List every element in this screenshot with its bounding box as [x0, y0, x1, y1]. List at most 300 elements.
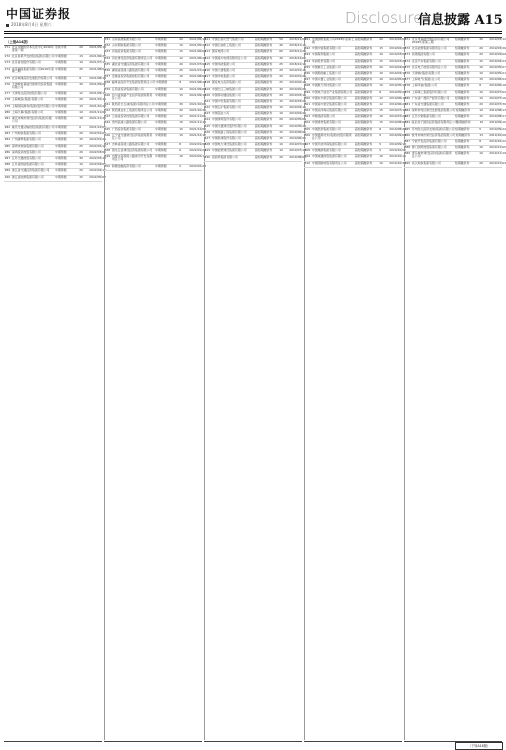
maturity-date: 2021/06/09	[189, 49, 206, 54]
issuer-name: 广东省交通集团有限公司	[411, 101, 444, 106]
maturity-date: 2021/09/02	[89, 81, 106, 86]
listing-content	[4, 37, 506, 742]
section-name-english: Disclosure	[345, 9, 423, 27]
issue-amount: 12	[79, 91, 83, 96]
maturity-date: 2019/07/16	[489, 95, 506, 100]
bond-category: 超短期融资券	[254, 142, 273, 147]
table-row	[304, 160, 406, 168]
issuer-name: 云南省投资控股集团有限公司	[111, 114, 150, 119]
issuer-name: 北京城建投资发展股份有限公司	[11, 75, 53, 80]
row-number: 279	[4, 103, 11, 108]
issue-amount: 15	[179, 49, 183, 54]
maturity-date: 2019/05/09	[289, 117, 306, 122]
issue-amount: 20	[79, 149, 83, 154]
bond-category: 短期融资券	[454, 151, 470, 156]
issue-amount: 8	[379, 89, 382, 94]
column-rows	[404, 37, 506, 168]
issuer-name: 中国石油天然气集团公司	[211, 37, 244, 41]
bond-category: 中期票据	[154, 120, 167, 125]
issue-amount: 20	[379, 64, 383, 69]
issue-amount: 25	[79, 66, 83, 71]
issuer-name: 中国华能集团公司	[211, 61, 235, 66]
bond-category: 中期票据	[155, 101, 167, 106]
bond-category: 超短期融资券	[254, 154, 273, 159]
bond-category: 超短期融资券	[354, 142, 373, 146]
bond-category: 中期票据	[154, 108, 167, 113]
bond-category: 短期融资券	[454, 101, 470, 106]
issue-amount: 5	[379, 142, 382, 146]
row-number: 424	[204, 117, 211, 122]
issuer-name: 中国铁建股份有限公司	[211, 136, 241, 140]
maturity-date: 2019/06/12	[389, 95, 406, 100]
issuer-name: 中国建筑股份有限公司	[211, 117, 241, 122]
maturity-date: 2019/12/03	[489, 160, 506, 165]
row-number: 509	[304, 154, 311, 159]
issuer-name: 重庆市城市建设投资(集团)有限公司	[11, 115, 52, 123]
row-number: 584	[404, 120, 411, 125]
issuer-name: 中国保利集团公司	[311, 52, 335, 57]
issuer-name: 中国旅游集团有限公司	[311, 148, 341, 153]
row-number: 506	[304, 132, 311, 137]
issue-amount: 20	[279, 67, 283, 72]
issue-amount: 20	[279, 74, 283, 79]
issue-amount: 10	[179, 132, 183, 137]
maturity-date: 2021/11/06	[89, 109, 106, 114]
bond-category: 短期融资券	[454, 83, 470, 88]
row-number: 417	[204, 74, 211, 79]
issuer-name: 苏州创元投资发展(集团)有限公司	[411, 126, 455, 131]
bond-category: 中期票据	[154, 126, 167, 131]
bond-category: 超短期融资券	[354, 83, 373, 88]
bond-category: 永续中票	[54, 45, 67, 49]
row-number: 273	[4, 60, 11, 65]
issuer-name: 中国交通建设股份有限公司	[211, 123, 247, 128]
bond-category: 超短期融资券	[254, 117, 273, 122]
bond-category: 超短期融资券	[254, 37, 273, 41]
maturity-date: 2019/03/26	[489, 46, 506, 51]
issue-amount: 10	[479, 89, 483, 94]
issuer-name: 北京市基础设施投资有限公司2018年度第三期	[411, 37, 450, 44]
row-number: 575	[404, 64, 411, 69]
bond-category: 超短期融资券	[354, 120, 373, 125]
issuer-name: 中国铁路工程集团有限公司	[211, 129, 247, 134]
bond-category: 超短期融资券	[354, 52, 373, 57]
issuer-name: 黑龙江省建设投资集团有限公司	[111, 148, 153, 153]
maturity-date: 2019/05/29	[389, 89, 406, 94]
continued-from-label: （上接A14版）	[4, 38, 102, 46]
maturity-date: 2022/03/01	[89, 149, 106, 154]
table-row	[104, 163, 206, 171]
issue-amount: 12	[179, 114, 183, 119]
row-number: 275	[4, 75, 11, 80]
issuer-name: 天津港(集团)有限公司	[411, 70, 441, 75]
issue-amount: 25	[279, 61, 283, 66]
maturity-date: 2019/02/28	[289, 86, 306, 91]
issue-amount: 25	[179, 67, 183, 72]
issuer-name: 中国兵器工业集团公司	[311, 77, 341, 82]
bond-category: 超短期融资券	[254, 74, 273, 79]
issue-amount: 10	[479, 70, 483, 75]
maturity-date: 2019/04/25	[289, 111, 306, 116]
row-number: 336	[104, 67, 111, 72]
bond-category: 短期融资券	[454, 89, 470, 94]
issue-amount: 30	[79, 81, 83, 86]
issuer-name: 河北建设投资集团有限责任公司	[111, 55, 153, 60]
maturity-date: 2019/08/07	[389, 120, 406, 125]
issue-amount: 5	[479, 126, 482, 131]
row-number: 501	[304, 101, 311, 106]
issuer-name: 新疆金融投资有限公司	[111, 163, 141, 168]
row-number: 429	[204, 148, 211, 153]
bond-category: 超短期融资券	[254, 105, 273, 110]
maturity-date: 2019/08/01	[289, 154, 306, 159]
maturity-date: 2022/03/18	[89, 156, 106, 160]
bond-category: 中期票据	[154, 148, 167, 153]
maturity-date: 2021/11/19	[189, 120, 206, 125]
issuer-name: 陕西煤业化工集团有限责任公司	[111, 108, 153, 113]
row-number: 412	[204, 43, 211, 48]
bond-category: 中期票据	[54, 115, 67, 120]
maturity-date: 2019/03/06	[389, 52, 406, 57]
issue-amount: 10	[179, 86, 183, 91]
issuer-name: 中国移动通信集团公司	[211, 92, 241, 97]
issue-amount: 10	[379, 77, 383, 82]
issuer-name: 中国中信集团有限公司	[311, 46, 341, 51]
issue-amount: 25	[79, 143, 83, 148]
bond-category: 中期票据	[154, 163, 167, 168]
issuer-name: 厦门国贸控股集团有限公司	[411, 145, 447, 150]
bond-category: 超短期融资券	[254, 123, 273, 128]
row-number: 339	[104, 86, 111, 91]
row-number: 510	[304, 160, 311, 165]
issue-amount: 20	[479, 46, 483, 51]
issuer-name: 福建省投资开发集团有限责任公司	[111, 80, 156, 85]
issuer-name: 中国节能环保集团有限公司	[311, 142, 347, 146]
row-number: 416	[204, 67, 211, 72]
issue-amount: 10	[179, 154, 183, 159]
issuer-name: 中国国电集团公司2018年度第七期	[311, 37, 354, 44]
issue-amount: 20	[479, 52, 483, 57]
issue-amount: 10	[379, 154, 383, 159]
maturity-date: 2021/10/09	[189, 101, 206, 106]
column-rows	[304, 37, 406, 168]
bond-category: 超短期融资券	[254, 49, 273, 54]
bond-category: 中期票据	[154, 37, 167, 41]
column-2	[104, 37, 206, 742]
dateline-text: 2018年8月4日 星期六	[11, 22, 52, 27]
maturity-date: 2019/09/04	[389, 132, 406, 137]
bond-category: 超短期融资券	[254, 148, 273, 153]
issuer-name: 河南投资集团有限公司	[111, 49, 141, 54]
row-number: 494	[304, 58, 311, 63]
row-number: 344	[104, 120, 111, 125]
row-number: 277	[4, 91, 11, 96]
row-number: 421	[204, 98, 211, 103]
row-number: 583	[404, 114, 411, 119]
issue-amount: 10	[179, 43, 183, 48]
bond-category: 中期票据	[155, 80, 168, 85]
column-5	[404, 37, 506, 742]
row-number: 288	[4, 162, 11, 167]
issue-amount: 5	[179, 163, 182, 168]
bond-category: 中期票据	[154, 92, 167, 97]
issue-amount: 60	[279, 49, 283, 54]
row-number: 580	[404, 95, 411, 100]
bond-category: 中期票据	[154, 154, 167, 159]
bond-category: 超短期融资券	[254, 80, 273, 85]
bond-category: 中期票据	[154, 61, 167, 66]
maturity-date: 2022/01/08	[89, 131, 106, 136]
row-number: 332	[104, 43, 111, 48]
issue-amount: 6	[79, 125, 82, 130]
issue-amount: 15	[79, 137, 83, 142]
row-number: 504	[304, 120, 311, 125]
issuer-name: 青岛城市建设投资(集团)有限责任公司	[411, 151, 452, 159]
row-number: 333	[104, 49, 111, 54]
column-3	[204, 37, 306, 742]
row-number: 340	[104, 92, 111, 97]
issuer-name: 安徽省投资集团控股有限公司	[111, 74, 150, 79]
maturity-date: 2019/09/10	[489, 120, 506, 125]
row-number: 338	[104, 80, 111, 85]
bond-category: 中期票据	[154, 114, 167, 119]
issuer-name: 中国国新控股有限责任公司	[311, 160, 347, 165]
row-number: 289	[4, 168, 11, 173]
maturity-date: 2021/06/25	[189, 55, 206, 60]
maturity-date: 2022/01/07	[189, 142, 206, 146]
maturity-date: 2021/10/23	[189, 108, 206, 113]
row-number: 503	[304, 114, 311, 119]
issue-amount: 40	[279, 43, 283, 48]
row-number: 425	[204, 123, 211, 128]
bond-category: 超短期融资券	[254, 136, 273, 140]
issue-amount: 30	[79, 156, 83, 160]
issuer-name: 北京首都开发控股(集团)有限公司	[11, 54, 55, 59]
row-number: 414	[204, 55, 211, 60]
bond-category: 中期票据	[54, 143, 67, 148]
maturity-date: 2019/02/14	[289, 80, 306, 85]
bond-category: 中期票据	[154, 86, 167, 91]
bond-category: 中期票据	[154, 132, 167, 137]
issue-amount: 10	[479, 108, 484, 113]
bond-category: 超短期融资券	[254, 86, 273, 91]
issue-amount: 15	[379, 120, 383, 125]
issue-amount: 20	[79, 131, 83, 136]
bond-category: 超短期融资券	[354, 64, 373, 69]
maturity-date: 2019/08/13	[489, 108, 506, 113]
row-number: 500	[304, 95, 311, 100]
maturity-date: 2021/12/04	[89, 125, 106, 130]
bond-category: 超短期融资券	[354, 95, 373, 100]
issuer-name: 北京汽车集团有限公司	[411, 58, 441, 63]
square-bullet-icon	[6, 24, 9, 27]
maturity-date: 2021/12/17	[189, 132, 206, 137]
newspaper-logo: 中国证券报	[6, 7, 72, 21]
maturity-date: 2018/11/15	[289, 43, 306, 48]
maturity-date: 2021/09/17	[189, 92, 206, 97]
issuer-name: 中国南方航空集团有限公司	[311, 101, 347, 106]
bond-category: 中期票据	[154, 67, 167, 72]
maturity-date: 2019/03/28	[289, 98, 306, 103]
page-title: 信息披露 A15	[418, 13, 503, 28]
dateline	[6, 22, 52, 28]
continued-on-label: （下转A16版）	[455, 742, 503, 750]
row-number: 576	[404, 70, 411, 75]
issue-amount: 20	[79, 45, 83, 49]
issuer-name: 上海城投(集团)有限公司	[11, 97, 43, 102]
issuer-name: 中国南方电网有限责任公司	[211, 55, 247, 60]
row-number: 272	[4, 54, 11, 59]
bond-category: 超短期融资券	[354, 126, 373, 131]
maturity-date: 2021/05/18	[89, 45, 106, 49]
issue-amount: 15	[479, 132, 484, 137]
issuer-name: 深圳市特区建设发展集团有限公司	[411, 108, 456, 113]
maturity-date: 2019/10/30	[389, 160, 406, 165]
row-number: 345	[104, 126, 111, 131]
maturity-date: 2019/04/03	[389, 64, 406, 69]
bond-category: 短期融资券	[454, 46, 470, 51]
row-number: 350	[104, 163, 111, 168]
bond-category: 超短期融资券	[254, 67, 273, 72]
issuer-name: 中国石油化工集团公司	[211, 43, 241, 48]
issue-amount: 10	[379, 70, 383, 75]
issuer-name: 山东高速集团有限公司	[111, 37, 141, 41]
bond-category: 中期票据	[54, 75, 67, 80]
maturity-date: 2019/10/16	[389, 154, 406, 159]
bond-category: 中期票据	[54, 91, 67, 96]
bond-category: 短期融资券	[454, 139, 470, 143]
issuer-name: 吉林省高速公路集团有限公司	[111, 142, 150, 146]
issue-amount: 10	[279, 142, 283, 147]
issue-amount: 30	[279, 55, 283, 60]
issuer-name: 中国电力建设集团有限公司	[211, 142, 247, 147]
maturity-date: 2018/11/28	[289, 49, 306, 54]
bond-category: 中期票据	[54, 97, 67, 102]
issuer-name: 上海建工集团股份有限公司	[411, 89, 447, 94]
row-number: 495	[304, 64, 311, 69]
issuer-name: 湖北省交通投资集团有限公司	[111, 61, 150, 66]
issuer-name: 南京扬子国资投资集团有限责任公司	[411, 120, 458, 125]
maturity-date: 2019/04/11	[289, 105, 306, 110]
maturity-date: 2019/07/02	[489, 89, 506, 94]
issuer-name: 北京电子控股有限责任公司	[411, 64, 447, 69]
maturity-date: 2019/06/26	[389, 101, 406, 106]
issuer-name: 宁波开发投资集团有限公司	[411, 139, 447, 143]
bond-category: 中期票据	[54, 162, 67, 167]
row-number: 342	[104, 108, 111, 113]
issue-amount: 15	[79, 174, 83, 179]
bond-category: 短期融资券	[454, 77, 470, 82]
issuer-name: 上海国际港务(集团)股份有限公司	[11, 103, 55, 108]
bond-category: 中期票据	[55, 125, 67, 130]
bond-category: 超短期融资券	[254, 43, 273, 48]
issue-amount: 10	[379, 114, 383, 119]
issue-amount: 10	[479, 95, 483, 100]
bond-category: 超短期融资券	[354, 58, 373, 63]
issuer-name: 中国东方航空集团有限公司	[311, 95, 347, 100]
issue-amount: 15	[79, 103, 83, 108]
issue-amount: 20	[479, 160, 483, 165]
issuer-name: 贵州高速公路集团有限公司	[111, 120, 147, 125]
issuer-name: 广东省广晟资产经营有限公司	[411, 95, 450, 100]
maturity-date: 2021/06/22	[89, 54, 106, 59]
row-number: 428	[204, 142, 211, 147]
issue-amount: 25	[279, 80, 283, 85]
issuer-name: 广西投资集团有限公司	[111, 126, 141, 131]
masthead-rule-thick	[4, 31, 502, 32]
issue-amount: 20	[79, 168, 83, 173]
maturity-date: 2019/04/17	[389, 70, 406, 75]
bond-category: 超短期融资券	[254, 55, 273, 60]
bond-category: 超短期融资券	[254, 111, 273, 116]
bond-category: 短期融资券	[454, 52, 470, 57]
masthead	[0, 0, 506, 34]
row-number: 508	[304, 148, 311, 153]
maturity-date: 2019/06/20	[289, 136, 306, 140]
bond-category: 中期票据	[154, 49, 167, 54]
maturity-date: 2022/01/21	[89, 137, 106, 142]
row-number: 418	[204, 80, 211, 85]
row-number: 505	[304, 126, 311, 131]
bond-category: 超短期融资券	[354, 89, 373, 94]
bond-category: 中期票据	[154, 55, 167, 60]
maturity-date: 2019/07/10	[389, 108, 406, 113]
row-number: 334	[104, 55, 111, 60]
issue-amount: 15	[379, 108, 383, 113]
row-number: 415	[204, 61, 211, 66]
issuer-name: 首钢集团有限公司	[411, 52, 435, 57]
issue-amount: 12	[179, 55, 183, 60]
issue-amount: 30	[179, 101, 183, 106]
maturity-date: 2019/11/05	[489, 145, 506, 150]
bond-category: 中期票据	[54, 156, 67, 160]
maturity-date: 2018/12/19	[289, 61, 306, 66]
row-number: 420	[204, 92, 211, 97]
issue-amount: 15	[79, 54, 83, 59]
row-number: 341	[104, 101, 111, 106]
row-number: 426	[204, 129, 211, 134]
issue-amount: 15	[279, 129, 283, 134]
issue-amount: 10	[479, 151, 483, 156]
row-number: 290	[4, 174, 11, 179]
issuer-name: 天津城市基础设施建设投资集团有限公司	[11, 81, 53, 89]
bond-category: 短期融资券	[454, 64, 470, 69]
row-number: 586	[404, 132, 411, 137]
issue-amount: 20	[279, 92, 283, 97]
issue-amount: 12	[379, 95, 383, 100]
maturity-date: 2019/06/06	[289, 129, 306, 134]
bond-category: 短期融资券	[454, 145, 470, 150]
issuer-name: 北京能源集团有限责任公司	[411, 46, 447, 51]
issuer-name: 广州越秀集团有限公司	[11, 137, 41, 142]
row-number: 285	[4, 143, 11, 148]
issuer-name: 浙江省交通投资集团有限公司	[11, 168, 50, 173]
maturity-date: 2019/09/18	[389, 142, 406, 146]
row-number: 348	[104, 148, 111, 153]
row-number: 335	[104, 61, 111, 66]
issuer-name: 中国五矿集团有限公司	[211, 105, 241, 110]
issuer-name: 中国通用技术(集团)控股有限责任公司	[311, 132, 352, 140]
issue-amount: 8	[79, 75, 82, 80]
row-number: 347	[104, 142, 111, 146]
bond-category: 中期票据	[54, 109, 67, 114]
issue-amount: 15	[379, 46, 383, 51]
maturity-date: 2019/05/15	[389, 83, 406, 88]
issue-amount: 10	[279, 111, 283, 116]
bond-category: 超短期融资券	[354, 70, 373, 75]
column-rows	[204, 37, 306, 162]
row-number: 278	[4, 97, 11, 102]
